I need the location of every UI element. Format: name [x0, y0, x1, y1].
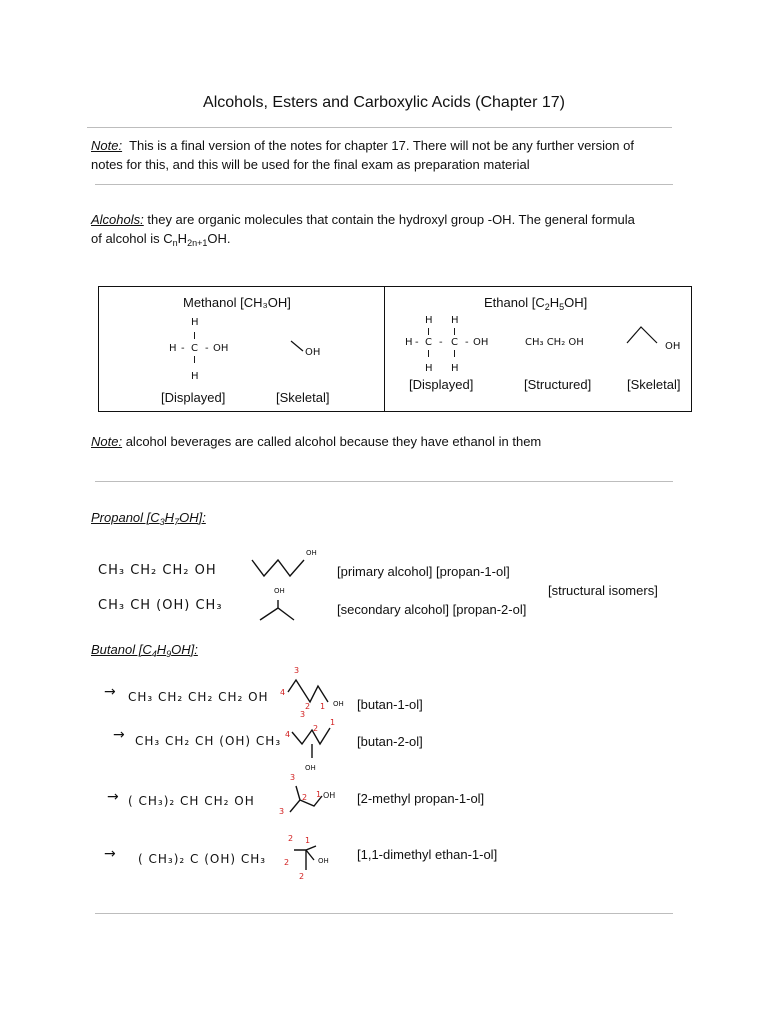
carbon-number: 1: [320, 702, 326, 711]
dimethyl-ethan-1-ol-label: [1,1-dimethyl ethan-1-ol]: [357, 847, 498, 862]
carbon-number: 1: [330, 718, 336, 727]
ethanol-h-bottom1: H: [425, 363, 433, 374]
ethanol-bond-cc: -: [439, 337, 443, 348]
note-beverages: [91, 432, 541, 451]
ethanol-bond-top1: I: [427, 327, 430, 338]
propan-1-ol-formula: CH₃ CH₂ CH₂ OH: [98, 563, 217, 578]
carbon-number: 1: [316, 790, 322, 799]
alcohols-label: Alcohols:: [91, 212, 144, 227]
carbon-number: 3: [290, 773, 296, 782]
propan-2-ol-skeletal: [258, 598, 298, 624]
methanol-skeletal-oh: OH: [305, 347, 321, 358]
note2-text: alcohol beverages are called alcohol because they have ethanol in them: [125, 434, 542, 449]
ethanol-h-top2: H: [451, 315, 459, 326]
ethanol-skeletal-bonds: [625, 323, 665, 347]
carbon-number: 2: [299, 872, 305, 881]
2-methyl-propan-1-ol-skeletal: [286, 784, 326, 820]
propan-2-ol-label: [secondary alcohol] [propan-2-ol]: [337, 602, 527, 617]
arrow-icon: →: [104, 846, 116, 862]
alcohols-text-line1: they are organic molecules that contain the hydroxyl group -OH. The general formula: [147, 212, 635, 227]
carbon-number: 4: [285, 730, 291, 739]
butan-2-ol-oh: OH: [305, 764, 316, 772]
methanol-oh: OH: [213, 343, 229, 354]
butan-2-ol-formula: CH₃ CH₂ CH (OH) CH₃: [135, 734, 282, 748]
note-text-line1: This is a final version of the notes for chapter 17. There will not be any further version of: [129, 138, 634, 153]
carbon-number: 3: [300, 710, 306, 719]
carbon-number: 2: [313, 724, 319, 733]
propan-1-ol-oh: OH: [306, 549, 317, 557]
methanol-h-left: H: [169, 343, 177, 354]
note-text-line2: notes for this, and this will be used for the final exam as preparation material: [91, 157, 530, 172]
ethanol-bond-right: -: [465, 337, 469, 348]
methanol-bond-left: -: [181, 343, 185, 354]
methanol-h-bottom: H: [191, 371, 199, 382]
carbon-number: 4: [280, 688, 286, 697]
methanol-c: C: [191, 343, 198, 354]
arrow-icon: →: [107, 789, 119, 805]
ethanol-c2: C: [451, 337, 458, 348]
ethanol-skeletal-oh: OH: [665, 341, 681, 352]
butan-1-ol-label: [butan-1-ol]: [357, 697, 423, 712]
butan-1-ol-oh: OH: [333, 700, 344, 708]
methanol-skeletal-label: [Skeletal]: [276, 390, 330, 405]
butan-1-ol-skeletal: [286, 676, 336, 708]
methanol-ethanol-table: [98, 286, 692, 412]
carbon-number: 3: [294, 666, 300, 675]
ethanol-structured-formula: CH₃ CH₂ OH: [525, 337, 584, 348]
ethanol-c1: C: [425, 337, 432, 348]
methanol-displayed-label: [Displayed]: [161, 390, 226, 405]
note2-label: Note:: [91, 434, 123, 449]
carbon-number: 2: [284, 858, 290, 867]
arrow-icon: →: [104, 684, 116, 700]
alcohols-general-formula: of alcohol is $C_nH_{2n+1}OH$.: [91, 231, 231, 248]
alcohols-definition: [91, 210, 691, 253]
ethanol-h-left: H: [405, 337, 413, 348]
butan-2-ol-skeletal: [290, 722, 340, 762]
table-divider: [384, 287, 385, 411]
carbon-number: 3: [279, 807, 285, 816]
divider: [95, 184, 673, 185]
note-final-version: [91, 136, 691, 174]
2-methyl-propan-1-ol-oh: OH: [323, 791, 336, 800]
ethanol-h-top1: H: [425, 315, 433, 326]
propan-2-ol-formula: CH₃ CH (OH) CH₃: [98, 598, 223, 613]
carbon-number: 2: [288, 834, 294, 843]
ethanol-oh: OH: [473, 337, 489, 348]
dimethyl-ethan-1-ol-oh: OH: [318, 857, 329, 865]
ethanol-structured-label: [Structured]: [524, 377, 592, 392]
methanol-h-top: H: [191, 317, 199, 328]
dimethyl-ethan-1-ol-formula: ( CH₃)₂ C (OH) CH₃: [138, 852, 267, 866]
propan-2-ol-oh: OH: [274, 587, 285, 595]
ethanol-title: Ethanol $[C_2H_5OH]$: [484, 295, 588, 312]
carbon-number: 2: [305, 702, 311, 711]
carbon-number: 1: [305, 836, 311, 845]
butan-2-ol-label: [butan-2-ol]: [357, 734, 423, 749]
2-methyl-propan-1-ol-formula: ( CH₃)₂ CH CH₂ OH: [128, 794, 255, 808]
ethanol-h-bottom2: H: [451, 363, 459, 374]
methanol-bond-right: -: [205, 343, 209, 354]
methanol-bond-bottom: I: [193, 355, 196, 366]
note-label: Note:: [91, 138, 123, 153]
carbon-number: 2: [302, 793, 308, 802]
ethanol-bond-left: -: [415, 337, 419, 348]
propan-1-ol-skeletal: [250, 556, 306, 580]
methanol-bond-top: I: [193, 331, 196, 342]
ethanol-bond-bottom2: I: [453, 349, 456, 360]
butan-1-ol-formula: CH₃ CH₂ CH₂ CH₂ OH: [128, 690, 269, 704]
propanol-heading: Propanol $[C_3H_7OH]$:: [91, 510, 206, 527]
ethanol-skeletal-label: [Skeletal]: [627, 377, 681, 392]
ethanol-bond-top2: I: [453, 327, 456, 338]
divider: [95, 481, 673, 482]
page-title: Alcohols, Esters and Carboxylic Acids (Chapter 17): [203, 94, 565, 111]
ethanol-displayed-label: [Displayed]: [409, 377, 474, 392]
ethanol-bond-bottom1: I: [427, 349, 430, 360]
arrow-icon: →: [113, 727, 125, 743]
divider: [95, 913, 673, 914]
2-methyl-propan-1-ol-label: [2-methyl propan-1-ol]: [357, 791, 485, 806]
propan-1-ol-label: [primary alcohol] [propan-1-ol]: [337, 564, 510, 579]
divider: [87, 127, 672, 128]
butanol-heading: Butanol $[C_4H_9OH]$:: [91, 642, 198, 659]
structural-isomers-label: [structural isomers]: [548, 583, 658, 598]
methanol-title: Methanol [CH₃OH]: [183, 295, 291, 310]
